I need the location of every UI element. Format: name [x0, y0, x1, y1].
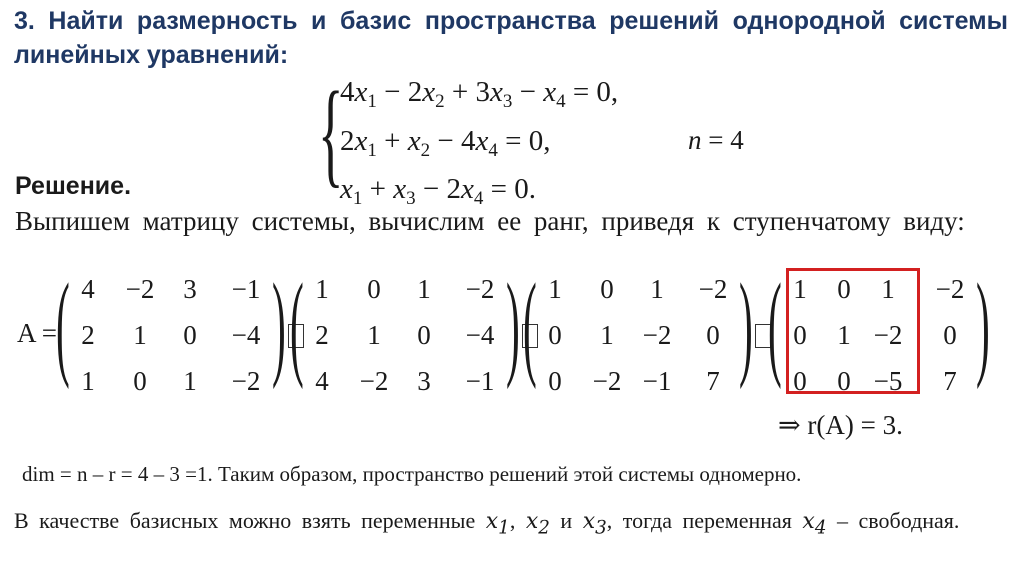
matrix-4-right-paren: ) [976, 259, 990, 390]
matrix-1-cell: −2 [125, 274, 155, 304]
matrix-2-cell: 0 [417, 320, 431, 350]
var-x4: $x_4$ [802, 509, 827, 539]
matrix-4-cell: 0 [793, 320, 807, 350]
var-x1: $x_1$ [485, 509, 510, 539]
matrix-1-cell: 3 [183, 274, 197, 304]
matrix-2-cell: −1 [465, 366, 495, 396]
matrix-1-cell: 2 [81, 320, 95, 350]
matrix-3-cell: 0 [600, 274, 614, 304]
matrix-3-left-paren: ( [523, 259, 537, 390]
matrix-2-cell: −2 [359, 366, 389, 396]
matrix-3-cell: 1 [548, 274, 562, 304]
matrix-2-cell: 4 [315, 366, 329, 396]
matrix-3-cell: −2 [592, 366, 622, 396]
matrix-4-cell: 0 [793, 366, 807, 396]
matrix-2-right-paren: ) [506, 259, 520, 390]
matrix-2-cell: 2 [315, 320, 329, 350]
highlight-box [786, 268, 920, 394]
system-brace: { [318, 67, 344, 198]
matrix-2-cell: −4 [465, 320, 495, 350]
equation-1: $4x_1 - 2x_2 + 3x_3 - x_4 = 0$, [340, 76, 619, 112]
dimension-line: dim = n – r = 4 – 3 =1. Таким образом, пространство решений этой системы одномерно. [22, 462, 802, 486]
matrix-2-cell: −2 [465, 274, 495, 304]
matrix-2-cell: 1 [315, 274, 329, 304]
matrix-1-right-paren: ) [272, 259, 286, 390]
matrix-4-left-paren: ( [768, 259, 782, 390]
matrix-3-cell: 0 [706, 320, 720, 350]
matrix-2-cell: 1 [417, 274, 431, 304]
matrix-4-cell: 0 [837, 366, 851, 396]
matrix-1-cell: 1 [133, 320, 147, 350]
matrix-4-cell: −2 [935, 274, 965, 304]
matrix-4-cell: 1 [793, 274, 807, 304]
matrix-4-cell: 0 [943, 320, 957, 350]
matrix-1-cell: 1 [183, 366, 197, 396]
var-x2: $x_2$ [525, 509, 550, 539]
matrix-4-cell: −2 [873, 320, 903, 350]
matrix-1-cell: −2 [231, 366, 261, 396]
matrix-4-cell: −5 [873, 366, 903, 396]
matrix-1-cell: 4 [81, 274, 95, 304]
matrix-label: A = [17, 318, 57, 348]
matrix-1-left-paren: ( [56, 259, 70, 390]
n-equals: n = 4 [688, 125, 744, 155]
matrix-4-cell: 7 [943, 366, 957, 396]
matrix-4-cell: 1 [881, 274, 895, 304]
matrix-2-cell: 3 [417, 366, 431, 396]
matrix-1-cell: 1 [81, 366, 95, 396]
matrix-3-cell: 0 [548, 320, 562, 350]
matrix-1-cell: −4 [231, 320, 261, 350]
matrix-3-cell: −1 [642, 366, 672, 396]
matrix-3-cell: 1 [650, 274, 664, 304]
matrix-3-cell: −2 [698, 274, 728, 304]
var-x3: $x_3$ [582, 509, 607, 539]
matrix-2-cell: 1 [367, 320, 381, 350]
matrix-3-right-paren: ) [739, 259, 753, 390]
matrix-1-cell: −1 [231, 274, 261, 304]
matrix-4-cell: 1 [837, 320, 851, 350]
equation-3: $x_1 + x_3 - 2x_4 = 0$. [340, 173, 536, 209]
matrix-3-cell: 7 [706, 366, 720, 396]
matrix-1-cell: 0 [183, 320, 197, 350]
rank-result: ⇒ r(A) = 3. [778, 410, 903, 440]
matrix-4-cell: 0 [837, 274, 851, 304]
matrix-2-left-paren: ( [290, 259, 304, 390]
paragraph-1: Выпишем матрицу системы, вычислим ее ранг, приведя к ступенчатому виду: [15, 206, 965, 236]
task-title: 3. Найти размерность и базис пространства решений однородной системы линейных уравнений: [14, 7, 1008, 69]
matrix-3-cell: 0 [548, 366, 562, 396]
matrix-2-cell: 0 [367, 274, 381, 304]
equation-2: $2x_1 + x_2 - 4x_4 = 0$, [340, 125, 551, 161]
solution-heading: Решение. [15, 172, 132, 200]
matrix-1-cell: 0 [133, 366, 147, 396]
matrix-3-cell: 1 [600, 320, 614, 350]
paragraph-2: В качестве базисных можно взять переменные $x_1$, $x_2$ и $x_3$, тогда переменная $x_4$ – свободная. [14, 508, 960, 539]
matrix-3-cell: −2 [642, 320, 672, 350]
